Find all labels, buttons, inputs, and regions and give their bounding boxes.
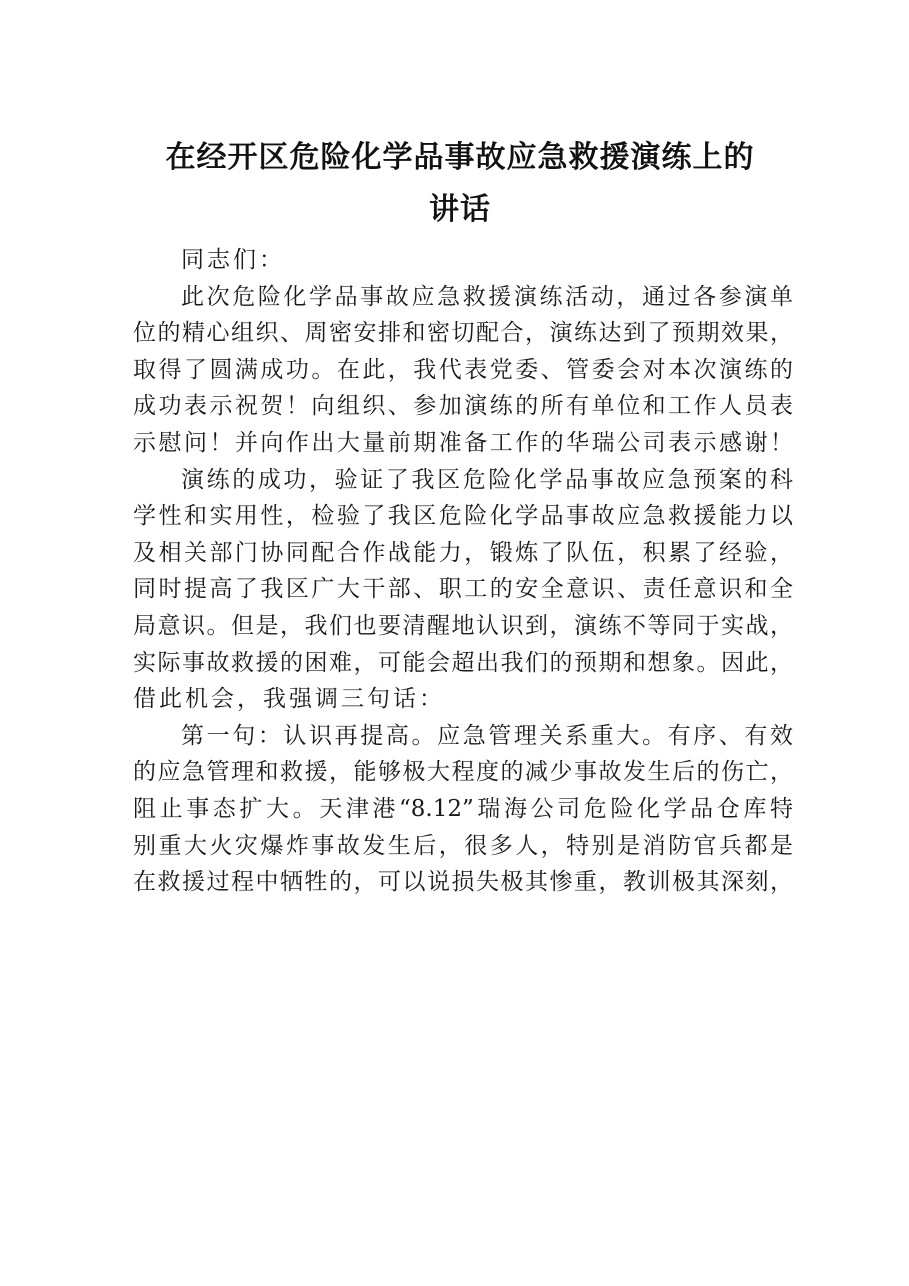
- text-line: 在救援过程中牺牲的，可以说损失极其惨重，教训极其深刻，: [133, 869, 793, 896]
- text-line: 示慰问！并向作出大量前期准备工作的华瑞公司表示感谢！: [133, 429, 793, 456]
- paragraph-1: [133, 279, 793, 462]
- text-line: 位的精心组织、周密安排和密切配合，演练达到了预期效果，: [133, 320, 793, 347]
- title-line-1: 在经开区危险化学品事故应急救援演练上的: [165, 140, 755, 175]
- paragraph-3: [133, 718, 793, 901]
- paragraph-salutation: [133, 242, 793, 279]
- text-line: 的应急管理和救援，能够极大程度的减少事故发生后的伤亡，: [133, 759, 793, 786]
- text-line: 局意识。但是，我们也要清醒地认识到，演练不等同于实战，: [133, 612, 793, 639]
- text-line: 学性和实用性，检验了我区危险化学品事故应急救援能力以: [133, 503, 793, 530]
- text-line: 别重大火灾爆炸事故发生后，很多人，特别是消防官兵都是: [133, 832, 793, 859]
- document-title: [120, 132, 800, 236]
- text-line: 同志们：: [181, 247, 285, 273]
- text-line: 成功表示祝贺！向组织、参加演练的所有单位和工作人员表: [133, 393, 793, 420]
- text-line: 演练的成功，验证了我区危险化学品事故应急预案的科: [181, 466, 793, 493]
- title-line-2: 讲话: [429, 192, 491, 227]
- text-line: 第一句：认识再提高。应急管理关系重大。有序、有效: [181, 722, 793, 749]
- text-line: 此次危险化学品事故应急救援演练活动，通过各参演单: [181, 283, 793, 310]
- text-line: 取得了圆满成功。在此，我代表党委、管委会对本次演练的: [133, 356, 793, 383]
- text-line: 实际事故救援的困难，可能会超出我们的预期和想象。因此，: [133, 649, 793, 676]
- text-line: 借此机会，我强调三句话：: [133, 686, 445, 713]
- paragraph-2: [133, 462, 793, 718]
- text-line: 同时提高了我区广大干部、职工的安全意识、责任意识和全: [133, 576, 793, 603]
- text-line: 阻止事态扩大。天津港“8.12”瑞海公司危险化学品仓库特: [133, 795, 793, 822]
- text-line: 及相关部门协同配合作战能力，锻炼了队伍，积累了经验，: [133, 539, 793, 566]
- document-body: [133, 242, 793, 901]
